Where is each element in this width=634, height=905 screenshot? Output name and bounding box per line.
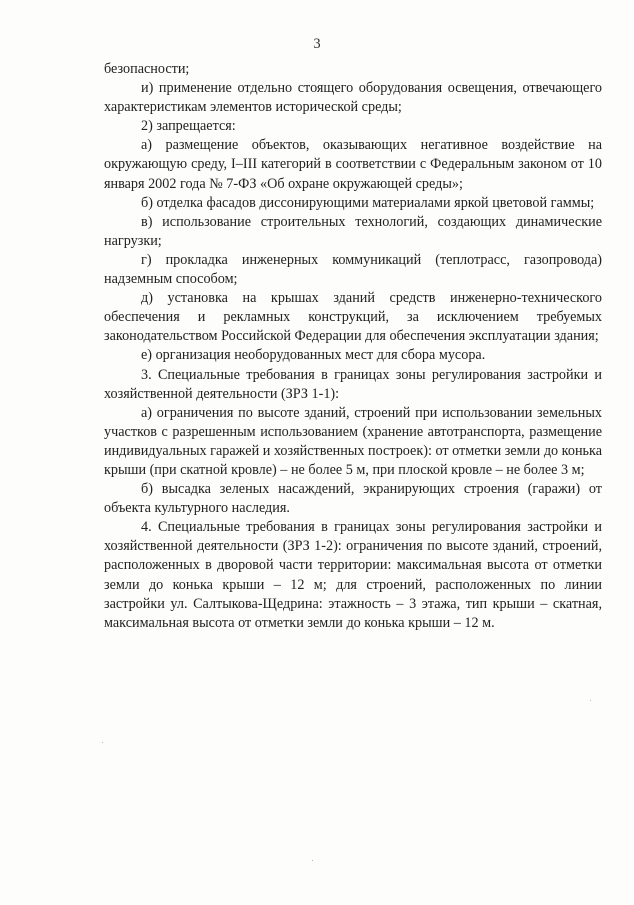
- document-body: [104, 60, 602, 633]
- paragraph-item-d-roof-equipment: д) установка на крышах зданий средств инженерно-технического обеспечения и рекламных конструкций, за исключением требуемых законодательством Российской Федерации для обеспечения эксплуатации здания;: [104, 290, 602, 345]
- scan-speck: [102, 742, 103, 743]
- paragraph-item-v-technologies: в) использование строительных технологий, создающих динамические нагрузки;: [104, 213, 602, 249]
- paragraph-section-3-heading: 3. Специальные требования в границах зоны регулирования застройки и хозяйственной деятельности (ЗРЗ 1-1):: [104, 366, 602, 402]
- paragraph-item-a-objects: а) размещение объектов, оказывающих негативное воздействие на окружающую среду, I–III категорий в соответствии с Федеральным законом от 10 января 2002 года № 7-ФЗ «Об охране окружающей среды»;: [104, 137, 602, 192]
- paragraph-item-b-facades: б) отделка фасадов диссонирующими материалами яркой цветовой гаммы;: [141, 194, 595, 211]
- page-number: 3: [313, 36, 321, 52]
- paragraph-item-g-utilities: г) прокладка инженерных коммуникаций (теплотрасс, газопровода) надземным способом;: [104, 251, 602, 288]
- scan-speck: [312, 860, 313, 861]
- paragraph-item-e-garbage: е) организация необорудованных мест для сбора мусора.: [141, 347, 486, 364]
- paragraph-item-i-lighting: и) применение отдельно стоящего оборудования освещения, отвечающего характеристикам элементов исторической среды;: [104, 80, 602, 116]
- paragraph-continuation: безопасности;: [104, 61, 190, 77]
- paragraph-prohibited-heading: 2) запрещается:: [141, 118, 236, 135]
- paragraph-section-4: 4. Специальные требования в границах зоны регулирования застройки и хозяйственной деятельности (ЗРЗ 1-2): ограничения по высоте зданий, строений, расположенных в дворовой части территории: максимальная высота от отметки земли до конька крыши – 12 м; для строений, расположенных по линии застройки ул. Салтыкова-Щедрина: этажность – 3 этажа, тип крыши – скатная, максимальная высота от отметки земли до конька крыши – 12 м.: [104, 519, 602, 631]
- paragraph-section-3-item-a: а) ограничения по высоте зданий, строений при использовании земельных участков с разрешенным использованием (хранение автотранспорта, размещение индивидуальных гаражей и хозяйственных построек): от отметки земли до конька крыши (при скатной кровле) – не более 5 м, при плоской кровле – не более 3 м;: [104, 404, 602, 478]
- scan-speck: [590, 700, 591, 701]
- paragraph-section-3-item-b: б) высадка зеленых насаждений, экранирующих строения (гаражи) от объекта культурного наследия.: [104, 481, 602, 517]
